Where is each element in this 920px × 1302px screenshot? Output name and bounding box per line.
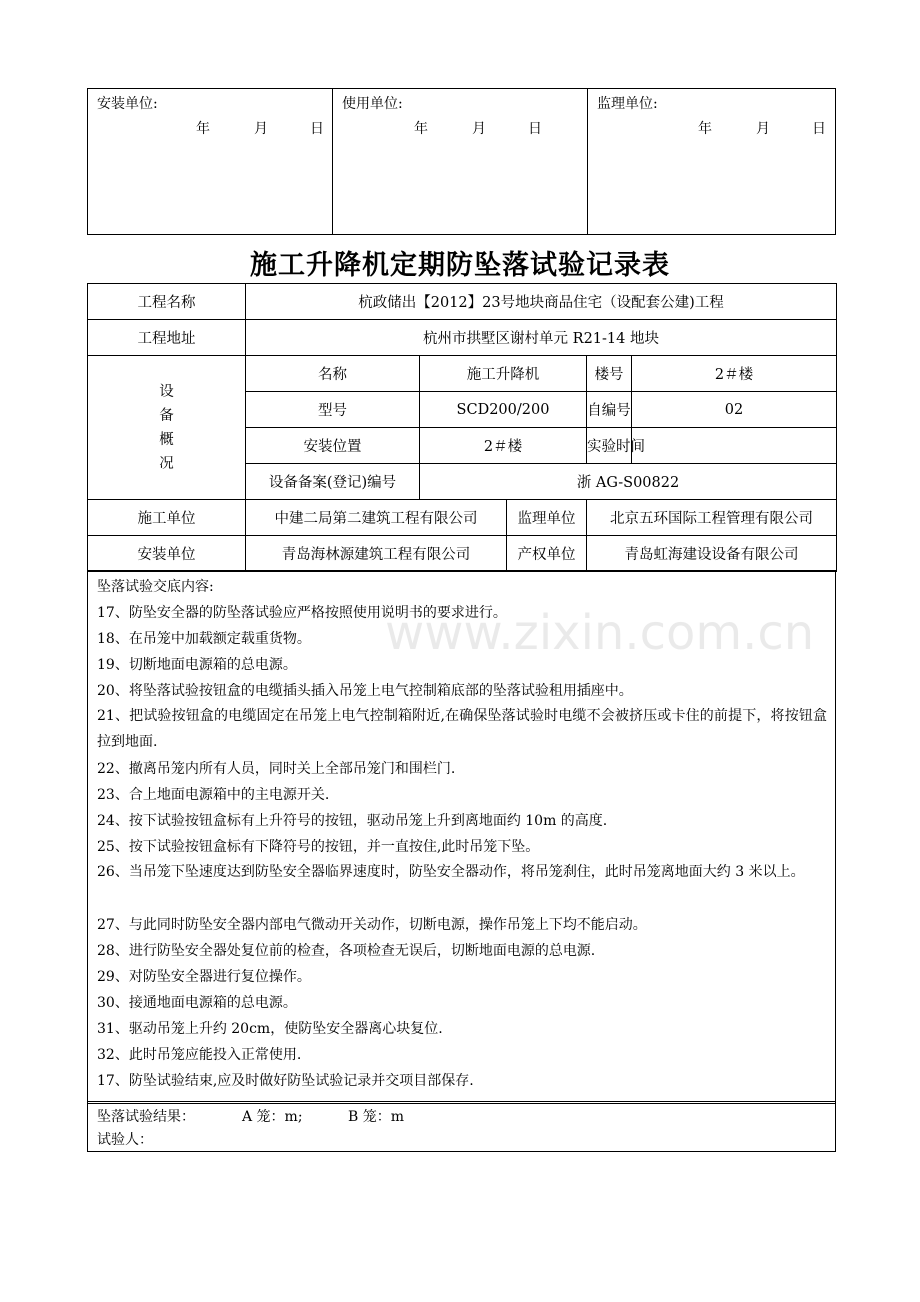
equipment-key: 楼号 [587, 356, 632, 392]
instruction-item: 24、按下试验按钮盒标有上升符号的按钮，驱动吊笼上升到离地面约 10m 的高度. [97, 813, 608, 829]
equipment-value: 2＃楼 [420, 428, 587, 464]
project-address-value: 杭州市拱墅区谢村单元 R21-14 地块 [246, 320, 837, 356]
signature-cell-use [333, 89, 588, 235]
signature-table [87, 88, 836, 235]
equipment-key: 型号 [246, 392, 420, 428]
date-day: 日 [310, 121, 324, 137]
construction-unit-value: 中建二局第二建筑工程有限公司 [246, 500, 507, 536]
instruction-item: 30、接通地面电源箱的总电源。 [97, 995, 297, 1011]
instruction-item: 20、将坠落试验按钮盒的电缆插头插入吊笼上电气控制箱底部的坠落试验租用插座中。 [97, 683, 633, 699]
date-month: 月 [254, 121, 268, 137]
page-title: 施工升降机定期防坠落试验记录表 [250, 250, 670, 281]
property-unit-value: 青岛虹海建设设备有限公司 [587, 536, 837, 572]
date-month: 月 [472, 121, 486, 137]
record-number-value: 浙 AG-S00822 [420, 464, 837, 500]
equipment-section-label [88, 356, 246, 500]
instruction-item: 22、撤离吊笼内所有人员，同时关上全部吊笼门和围栏门. [97, 761, 456, 777]
result-box [87, 1101, 836, 1152]
instruction-item: 26、当吊笼下坠速度达到防坠安全器临界速度时，防坠安全器动作，将吊笼刹住，此时吊笼离地面大约 3 米以上。 [97, 864, 805, 880]
project-name-label: 工程名称 [88, 284, 246, 320]
instruction-item: 17、防坠试验结束,应及时做好防坠试验记录并交项目部保存. [97, 1073, 474, 1089]
date-day: 日 [812, 121, 826, 137]
info-table [87, 283, 837, 572]
date-year: 年 [698, 121, 712, 137]
install-unit-value: 青岛海林源建筑工程有限公司 [246, 536, 507, 572]
section-char: 设 [159, 383, 174, 400]
signature-label: 安装单位: [97, 96, 158, 112]
signature-label: 使用单位: [342, 96, 403, 112]
equipment-key: 自编号 [587, 392, 632, 428]
equipment-value: 施工升降机 [420, 356, 587, 392]
equipment-value: 2＃楼 [632, 356, 837, 392]
construction-unit-label: 施工单位 [88, 500, 246, 536]
date-year: 年 [414, 121, 428, 137]
equipment-value: SCD200/200 [420, 392, 587, 428]
project-name-value: 杭政储出【2012】23号地块商品住宅（设配套公建)工程 [246, 284, 837, 320]
equipment-key: 安装位置 [246, 428, 420, 464]
equipment-value: 02 [632, 392, 837, 428]
b-cage-result: B 笼：m [348, 1109, 405, 1125]
date-year: 年 [196, 121, 210, 137]
signature-cell-install [88, 89, 333, 235]
signature-cell-supervision [588, 89, 836, 235]
instruction-item: 27、与此同时防坠安全器内部电气微动开关动作，切断电源，操作吊笼上下均不能启动。 [97, 917, 647, 933]
instruction-item: 29、对防坠安全器进行复位操作。 [97, 969, 311, 985]
instruction-item: 32、此时吊笼应能投入正常使用. [97, 1047, 302, 1063]
section-char: 况 [159, 455, 174, 472]
instruction-item: 25、按下试验按钮盒标有下降符号的按钮，并一直按住,此时吊笼下坠。 [97, 839, 540, 855]
record-number-label: 设备备案(登记)编号 [246, 464, 420, 500]
instruction-item: 28、进行防坠安全器处复位前的检查，各项检查无误后，切断地面电源的总电源. [97, 943, 596, 959]
instruction-item: 21、把试验按钮盒的电缆固定在吊笼上电气控制箱附近,在确保坠落试验时电缆不会被挤压或卡住的前提下，将按钮盒拉到地面. [97, 708, 827, 750]
equipment-value [632, 428, 837, 464]
section-char: 备 [159, 407, 174, 424]
section-char: 概 [159, 431, 174, 448]
instruction-item: 31、驱动吊笼上升约 20cm，使防坠安全器离心块复位. [97, 1021, 443, 1037]
project-address-label: 工程地址 [88, 320, 246, 356]
supervision-unit-label: 监理单位 [507, 500, 587, 536]
signature-label: 监理单位: [597, 96, 658, 112]
property-unit-label: 产权单位 [507, 536, 587, 572]
watermark: www.zixin.com.cn [385, 605, 815, 661]
instruction-item: 19、切断地面电源箱的总电源。 [97, 657, 297, 673]
date-day: 日 [528, 121, 542, 137]
install-unit-label: 安装单位 [88, 536, 246, 572]
tester-label: 试验人： [97, 1132, 153, 1148]
a-cage-result: A 笼：m; [242, 1109, 303, 1125]
instructions-heading: 坠落试验交底内容: [97, 579, 214, 595]
instruction-item: 17、防坠安全器的防坠落试验应严格按照使用说明书的要求进行。 [97, 605, 507, 621]
equipment-key: 名称 [246, 356, 420, 392]
instruction-item: 18、在吊笼中加载额定载重货物。 [97, 631, 311, 647]
equipment-key: 实验时间 [587, 428, 632, 464]
instruction-item: 23、合上地面电源箱中的主电源开关. [97, 787, 330, 803]
date-month: 月 [756, 121, 770, 137]
supervision-unit-value: 北京五环国际工程管理有限公司 [587, 500, 837, 536]
result-label: 坠落试验结果： [97, 1109, 195, 1125]
